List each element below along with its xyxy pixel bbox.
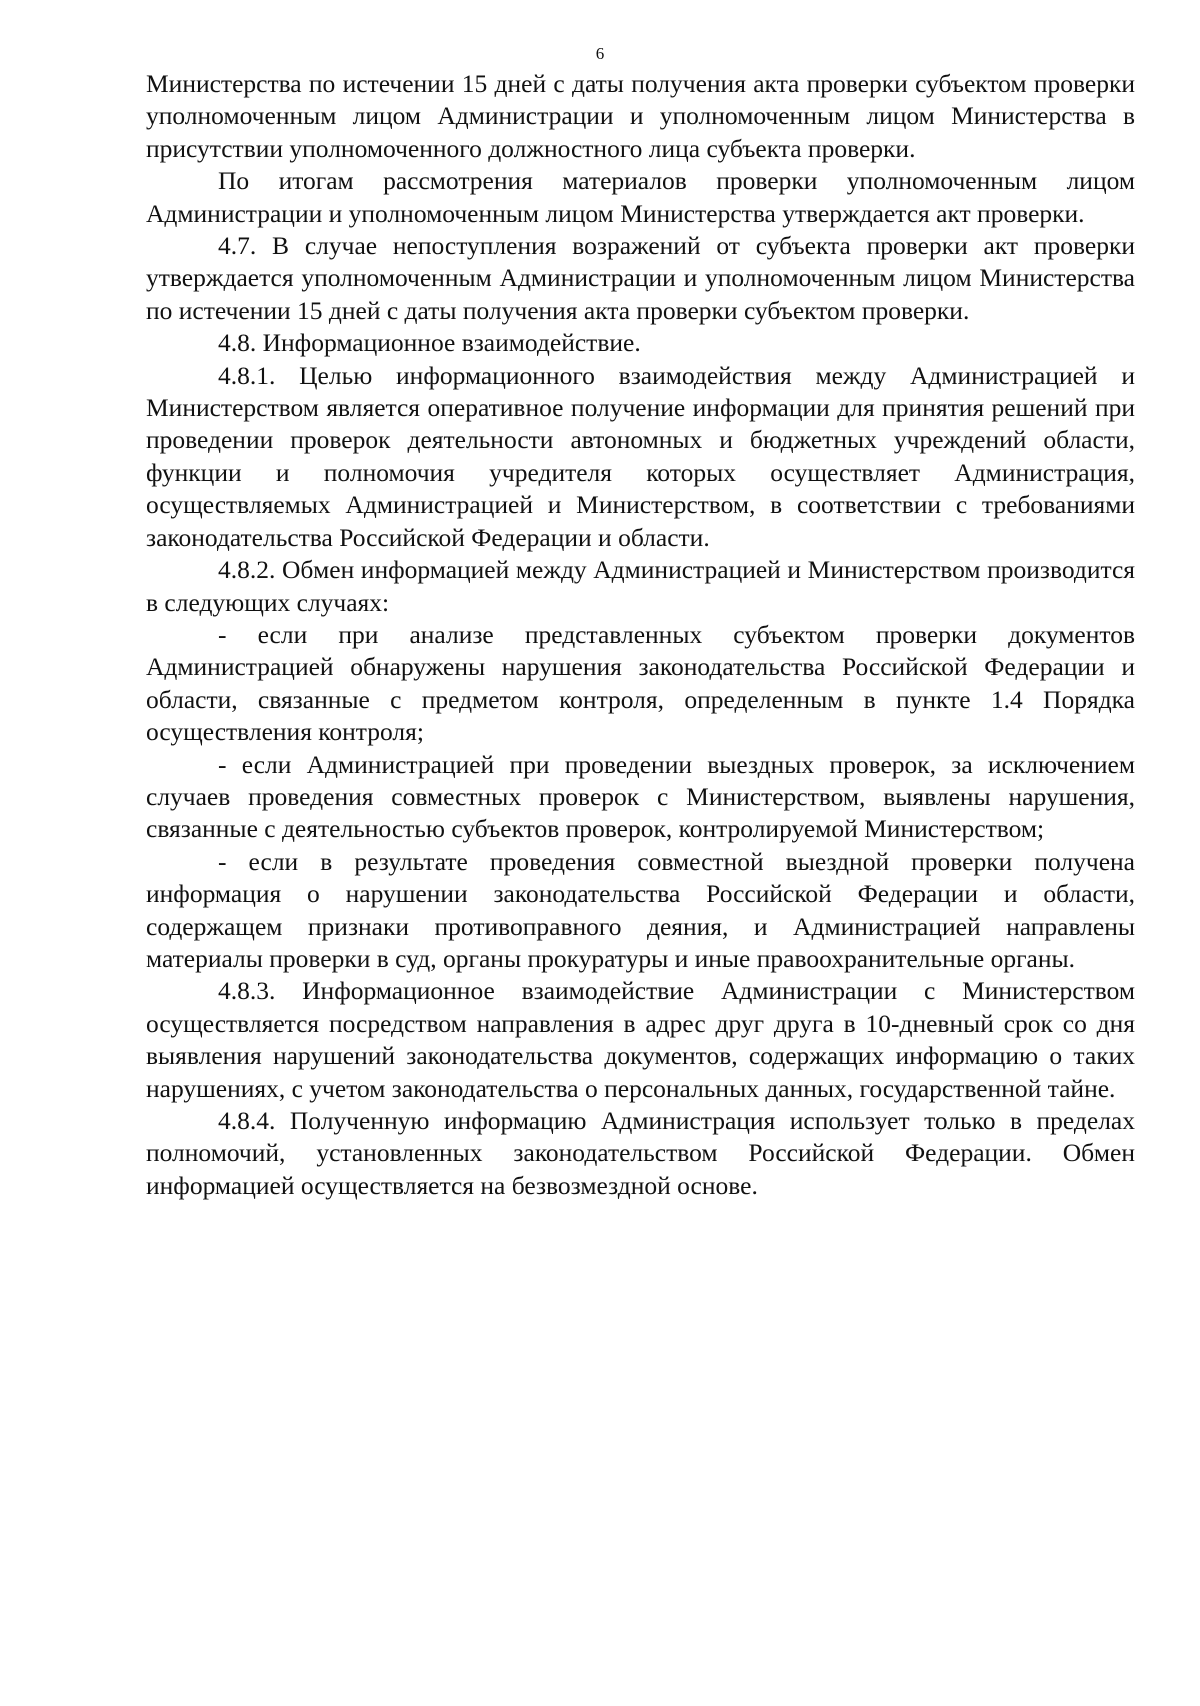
paragraph-4-8-1: 4.8.1. Целью информационного взаимодействия между Администрацией и Министерством является оперативное получение информации для принятия решений при проведении проверок деятельности автономных и бюджетных учреждений области, функции и полномочия учредителя которых осуществляет Администрация, осуществляемых Администрацией и Министерством, в соответствии с требованиями законодательства Российской Федерации и области. bbox=[146, 360, 1135, 552]
paragraph-4-8-3: 4.8.3. Информационное взаимодействие Администрации с Министерством осуществляется посредством направления в адрес друг друга в 10-дневный срок со дня выявления нарушений законодательства документов, содержащих информацию о таких нарушениях, с учетом законодательства о персональных данных, государственной тайне. bbox=[146, 976, 1135, 1103]
paragraph-continuation: Министерства по истечении 15 дней с даты получения акта проверки субъектом проверки уполномоченным лицом Администрации и уполномоченным лицом Министерства в присутствии уполномоченного должностного лица субъекта проверки. bbox=[146, 69, 1135, 163]
page-number: 6 bbox=[595, 44, 605, 63]
list-item-joint: - если в результате проведения совместной выездной проверки получена информация о нарушении законодательства Российской Федерации и области, содержащем признаки противоправного деяния, и Администрацией направлены материалы проверки в суд, органы прокуратуры и иные правоохранительные органы. bbox=[146, 846, 1135, 973]
paragraph-4-8: 4.8. Информационное взаимодействие. bbox=[218, 328, 641, 358]
paragraph-4-8-4: 4.8.4. Полученную информацию Администрация использует только в пределах полномочий, установленных законодательством Российской Федерации. Обмен информацией осуществляется на безвозмездной основе. bbox=[146, 1106, 1135, 1200]
document-body bbox=[146, 68, 1135, 1202]
paragraph-review-results: По итогам рассмотрения материалов проверки уполномоченным лицом Администрации и уполномоченным лицом Министерства утверждается акт проверки. bbox=[146, 166, 1135, 228]
paragraph-4-8-2: 4.8.2. Обмен информацией между Администрацией и Министерством производится в следующих случаях: bbox=[146, 555, 1135, 617]
list-item-onsite: - если Администрацией при проведении выездных проверок, за исключением случаев проведения совместных проверок с Министерством, выявлены нарушения, связанные с деятельностью субъектов проверок, контролируемой Министерством; bbox=[146, 749, 1135, 844]
paragraph-4-7: 4.7. В случае непоступления возражений от субъекта проверки акт проверки утверждается уполномоченным Администрации и уполномоченным лицом Министерства по истечении 15 дней с даты получения акта проверки субъектом проверки. bbox=[146, 231, 1135, 325]
list-item-analysis: - если при анализе представленных субъектом проверки документов Администрацией обнаружены нарушения законодательства Российской Федерации и области, связанные с предметом контроля, определенным в пункте 1.4 Порядка осуществления контроля; bbox=[146, 619, 1135, 747]
